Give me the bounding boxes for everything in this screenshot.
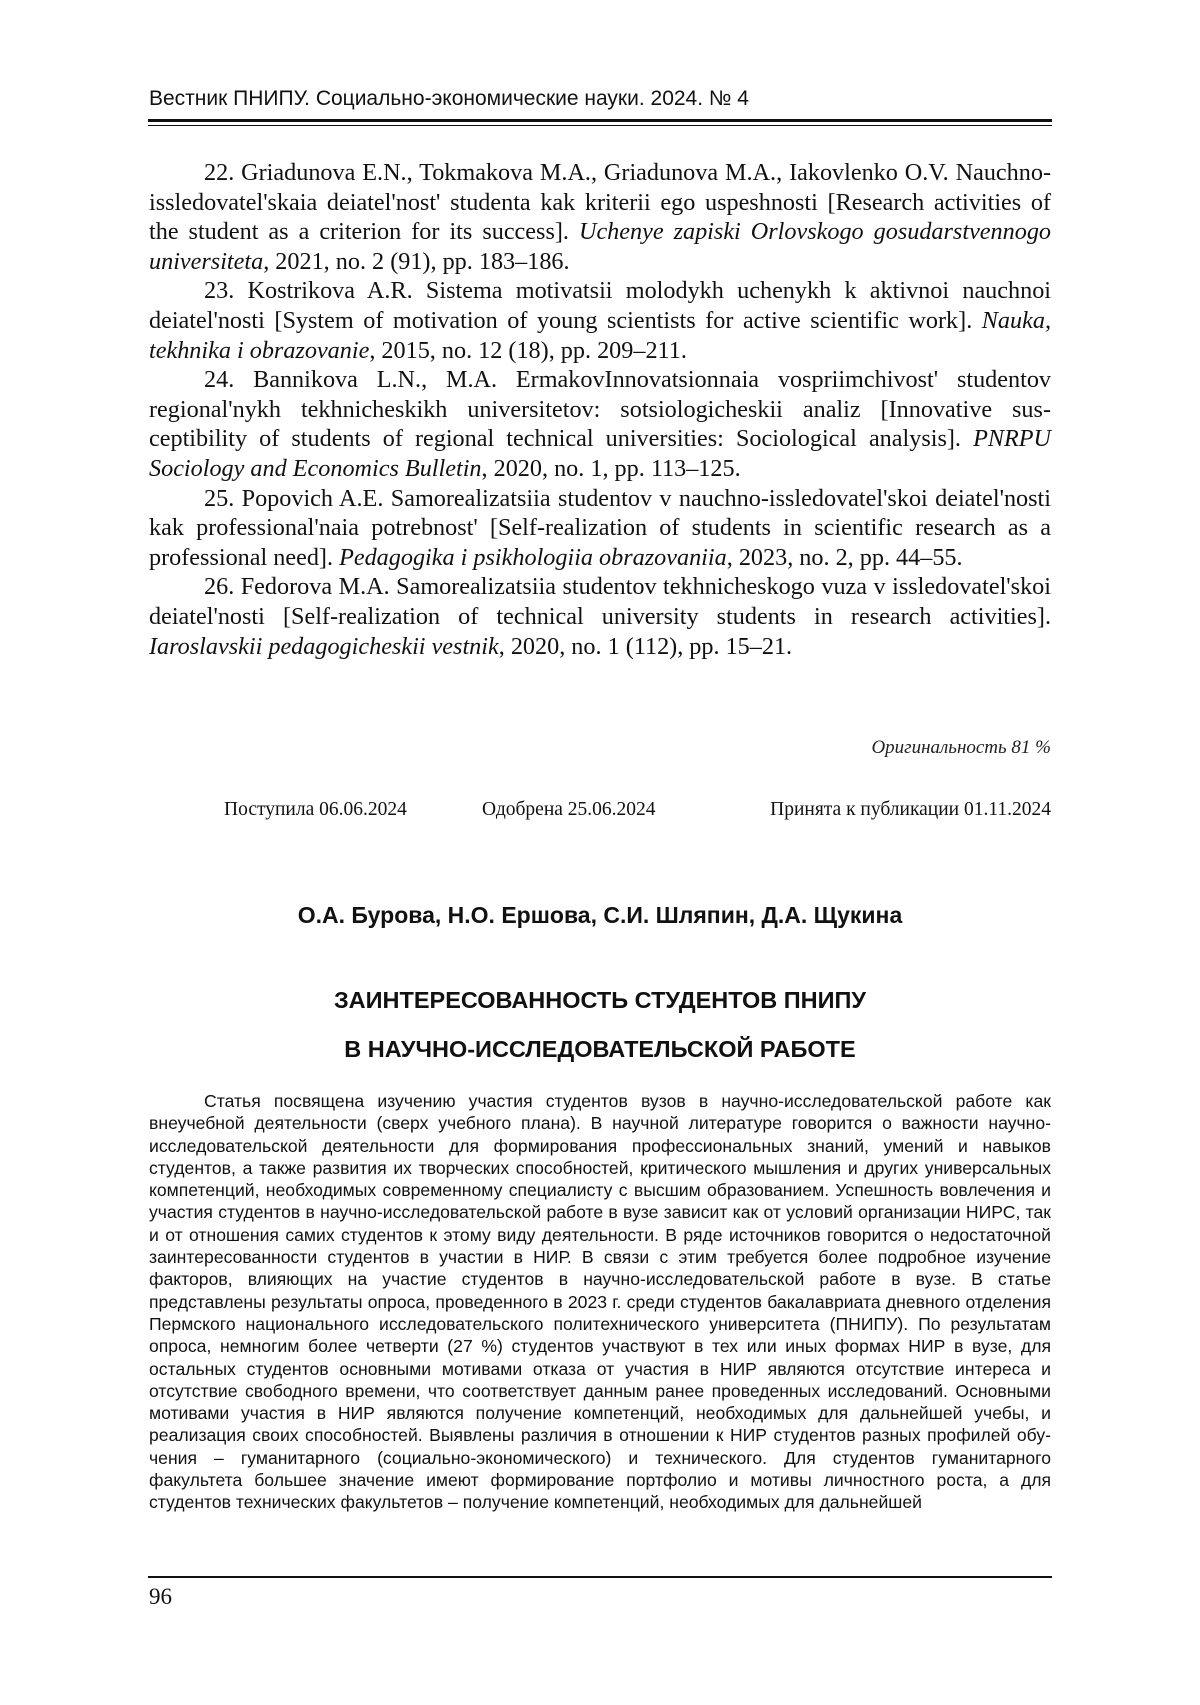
reference-text: Bannikova L.N., M.A. ErmakovInnovatsionnaia vospriimchivost' studentov regional'nykh tekhnicheskikh universitetov: sotsiologicheskii analiz [Innovative sus­ceptibility of students of regional technical universities: Sociological analysis]. [149,366,1051,452]
reference-text: Fedorova M.A. Samorealizatsiia studentov tekhnicheskogo vuza v issle­dovatel'skoi deiatel'nosti [Self-realization of technical university students in research activities]. [149,573,1051,630]
approved-date: Одобрена 25.06.2024 [482,799,656,821]
reference-number: 25. [204,485,234,512]
reference-item [149,365,1051,483]
article-title-line: В НАУЧНО-ИССЛЕДОВАТЕЛЬСКОЙ РАБОТЕ [148,1025,1052,1074]
article-title [148,976,1052,1074]
reference-details: , 2015, no. 12 (18), pp. 209–211. [369,337,687,364]
running-header: Вестник ПНИПУ. Социально-экономические науки. 2024. № 4 [149,86,1049,112]
reference-item [149,484,1051,573]
article-authors: О.А. Бурова, Н.О. Ершова, С.И. Шляпин, Д.А. Щукина [148,902,1052,929]
reference-details: , 2023, no. 2, pp. 44–55. [727,544,963,571]
header-rule [148,119,1052,122]
page-number: 96 [149,1584,172,1610]
footer-rule [148,1576,1052,1578]
accepted-date: Принята к публикации 01.11.2024 [770,799,1051,821]
reference-details: , 2020, no. 1, pp. 113–125. [482,455,741,482]
reference-list [149,158,1051,661]
header-rule-thin [148,125,1052,126]
reference-item [149,572,1051,661]
reference-details: , 2021, no. 2 (91), pp. 183–186. [263,248,569,275]
reference-item [149,158,1051,276]
reference-journal: PNRPU Sociology and Economics Bulletin [149,425,1051,482]
reference-item [149,276,1051,365]
reference-journal: Nauka, tekhnika i obrazovanie [149,307,1051,364]
reference-text: Griadunova E.N., Tokmakova M.A., Griadunova M.A., Iakovlenko O.V. Nauchno-issledovatel'skaia deiatel'nost' studenta kak kriterii ego uspeshnosti [Re­search activities of the student as a criterion for its success]. [149,159,1051,245]
journal-page [0,0,1200,1705]
reference-number: 22. [204,159,234,186]
reference-number: 24. [204,366,234,393]
reference-details: , 2020, no. 1 (112), pp. 15–21. [499,633,792,660]
reference-number: 26. [204,573,234,600]
originality-note: Оригинальность 81 % [871,737,1051,759]
reference-journal: Pedagogika i psikhologiia obrazovaniia [339,544,727,571]
article-abstract: Статья посвящена изучению участия студентов вузов в научно-исследовательской работе как внеучебной деятельности (сверх учебного плана). В научной литературе говорится о важности научно-исследовательской деятельности для формирования профессиональных знаний, умений и навыков студентов, а также развития их творческих способностей, критического мышления и других универсальных компетенций, необходимых современному специалисту с высшим образованием. Успешность вовлечения и участия студентов в научно-исследовательской работе в вузе зависит как от условий организации НИРС, так и от отношения самих студентов к этому виду деятельности. В ряде источников говорится о недостаточной заинтересованности студентов в участии в НИР. В связи с этим требуется более подробное изучение факторов, влияющих на участие студентов в научно-исследовательской работе в вузе. В статье представлены результаты опроса, проведенного в 2023 г. среди студентов бакалавриата дневного отделения Пермского национального исследова­тельского политехнического университета (ПНИПУ). По результатам опроса, немногим более чет­верти (27 %) студентов участвуют в тех или иных формах НИР в вузе, для остальных студентов основными мотивами отказа от участия в НИР являются отсутствие интереса и отсутствие свобод­ного времени, что соответствует данным ранее проведенных исследований. Основными мотивами участия в НИР являются получение компетенций, необходимых для дальнейшей учебы, и реализа­ция своих способностей. Выявлены различия в отношении к НИР студентов разных профилей обу­чения – гуманитарного (социально-экономического) и технического. Для студентов гуманитарного факультета большее значение имеют формирование портфолио и мотивы личностного роста, а для студентов технических факультетов – получение компетенций, необходимых для дальнейшей [149,1090,1051,1514]
reference-journal: Iaroslavskii pedagogicheskii vestnik [149,633,499,660]
reference-number: 23. [204,277,234,304]
reference-text: Popovich A.E. Samorealizatsiia studentov v nauchno-issledovatel'skoi deiatel'nosti kak professional'naia potrebnost' [Self-realization of students in scientific research as a professional need]. [149,485,1051,571]
reference-journal: Uchenye zapiski Orlovskogo gosudarstvennogo universiteta [149,218,1051,275]
reference-text: Kostrikova A.R. Sistema motivatsii molodykh uchenykh k aktivnoi nauch­noi deiatel'nosti [System of motivation of young scientists for active scientific work]. [149,277,1051,334]
article-title-line: ЗАИНТЕРЕСОВАННОСТЬ СТУДЕНТОВ ПНИПУ [148,976,1052,1025]
received-date: Поступила 06.06.2024 [224,799,407,821]
